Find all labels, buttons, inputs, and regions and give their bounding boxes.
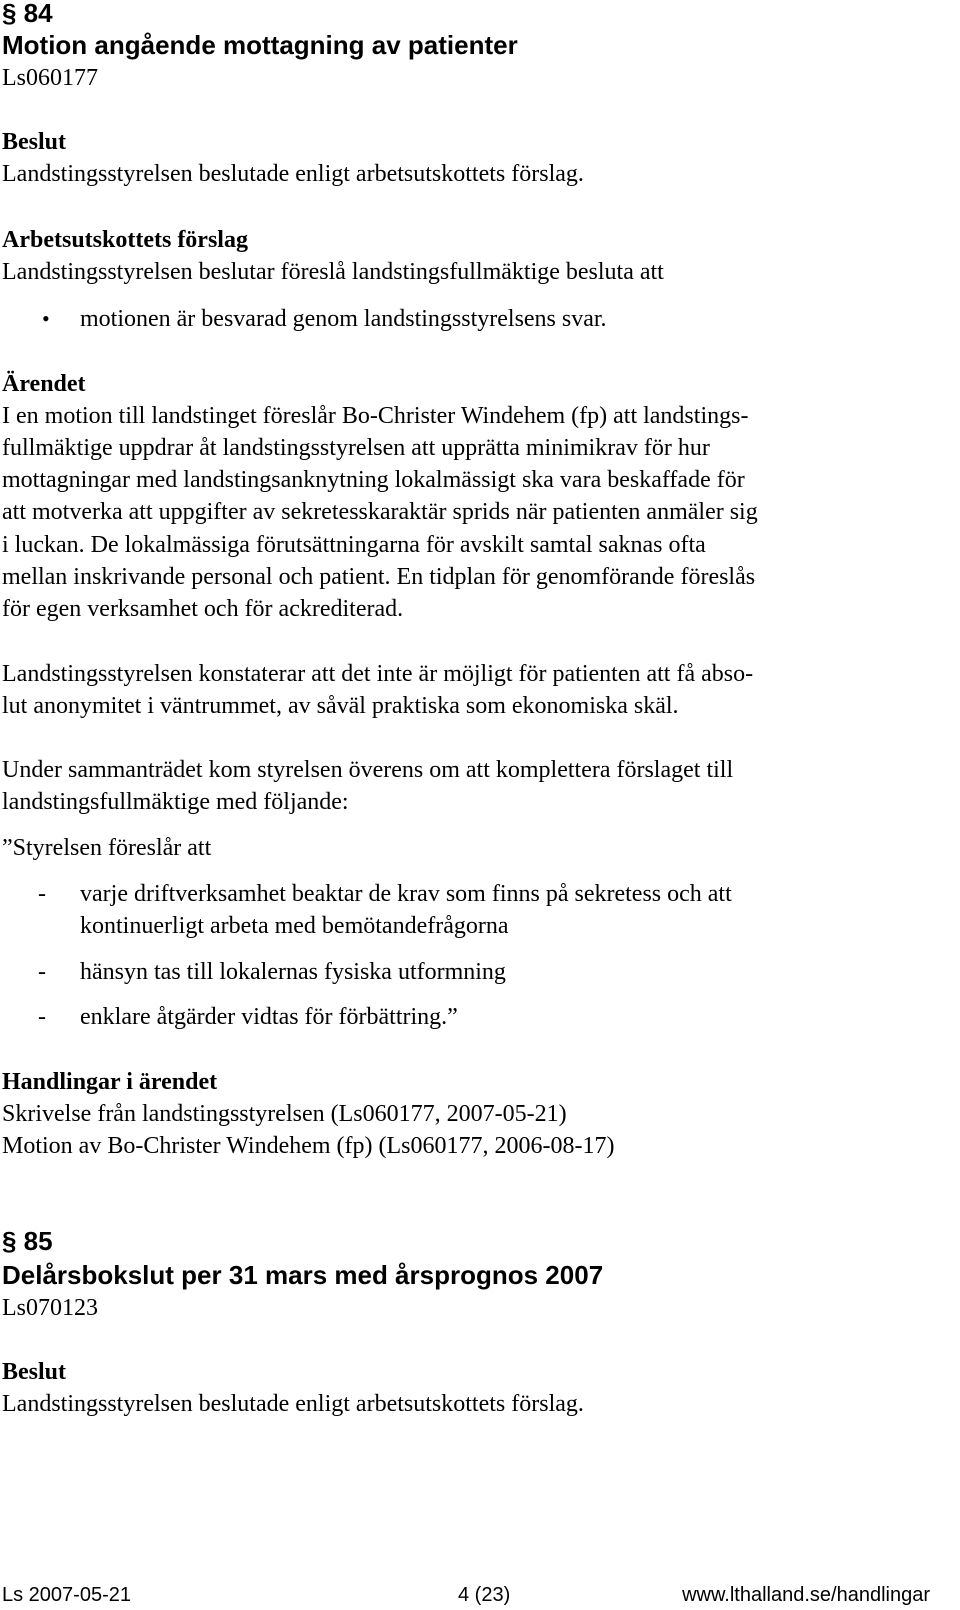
dash-marker-icon: - — [38, 881, 46, 907]
section-85-beslut-text: Landstingsstyrelsen beslutade enligt arbetsutskottets förslag. — [2, 1391, 584, 1417]
footer-link[interactable]: www.lthalland.se/handlingar — [682, 1584, 930, 1606]
sammantradet-line: landstingsfullmäktige med följande: — [2, 789, 349, 815]
section-84-title: Motion angående mottagning av patienter — [2, 30, 518, 60]
section-84-handlingar-heading: Handlingar i ärendet — [2, 1069, 218, 1095]
footer-date: Ls 2007-05-21 — [2, 1584, 131, 1606]
dash-marker-icon: - — [38, 1004, 46, 1030]
arendet-line: för egen verksamhet och för ackrediterad. — [2, 596, 404, 622]
handling-item: Skrivelse från landstingsstyrelsen (Ls060177, 2007-05-21) — [2, 1101, 567, 1127]
section-85-title: Delårsbokslut per 31 mars med årsprognos 2007 — [2, 1260, 604, 1290]
arendet-line: mellan inskrivande personal och patient. En tidplan för genomförande föreslås — [2, 564, 756, 590]
handling-item: Motion av Bo-Christer Windehem (fp) (Ls060177, 2006-08-17) — [2, 1133, 615, 1159]
sammantradet-line: Under sammanträdet kom styrelsen överens om att komplettera förslaget till — [2, 757, 734, 783]
dash-marker-icon: - — [38, 959, 46, 985]
konstaterar-line: Landstingsstyrelsen konstaterar att det inte är möjligt för patienten att få abso- — [2, 661, 754, 687]
arendet-line: mottagningar med landstingsanknytning lokalmässigt ska vara beskaffade för — [2, 467, 745, 493]
section-84-number: § 84 — [2, 0, 53, 28]
section-84-beslut-heading: Beslut — [2, 129, 67, 155]
dash-item-line: enklare åtgärder vidtas för förbättring.” — [80, 1004, 458, 1030]
footer-page-number: 4 (23) — [458, 1584, 511, 1606]
section-84-forslag-heading: Arbetsutskottets förslag — [2, 227, 248, 253]
dash-item-line: kontinuerligt arbeta med bemötandefrågorna — [80, 913, 509, 939]
section-84-beslut-text: Landstingsstyrelsen beslutade enligt arbetsutskottets förslag. — [2, 161, 584, 187]
dash-item-line: hänsyn tas till lokalernas fysiska utformning — [80, 959, 506, 985]
arendet-line: i luckan. De lokalmässiga förutsättningarna för avskilt samtal saknas ofta — [2, 532, 706, 558]
konstaterar-line: lut anonymitet i väntrummet, av såväl praktiska som ekonomiska skäl. — [2, 693, 679, 719]
arendet-line: I en motion till landstinget föreslår Bo-Christer Windehem (fp) att landstings- — [2, 403, 749, 429]
section-85-number: § 85 — [2, 1226, 53, 1256]
section-84-arendet-heading: Ärendet — [2, 371, 86, 397]
section-85-beslut-heading: Beslut — [2, 1359, 67, 1385]
section-84-ref: Ls060177 — [2, 65, 98, 91]
arendet-line: fullmäktige uppdrar åt landstingsstyrelsen att upprätta minimikrav för hur — [2, 435, 710, 461]
section-84-bullet: motionen är besvarad genom landstingsstyrelsens svar. — [80, 306, 607, 332]
arendet-line: att motverka att uppgifter av sekretesskaraktär sprids när patienten anmäler sig — [2, 499, 758, 525]
bullet-dot-icon: • — [42, 306, 50, 331]
quote-intro: ”Styrelsen föreslår att — [2, 835, 212, 861]
section-84-forslag-text: Landstingsstyrelsen beslutar föreslå landstingsfullmäktige besluta att — [2, 259, 664, 285]
section-85-ref: Ls070123 — [2, 1295, 98, 1321]
dash-item-line: varje driftverksamhet beaktar de krav som finns på sekretess och att — [80, 881, 732, 907]
